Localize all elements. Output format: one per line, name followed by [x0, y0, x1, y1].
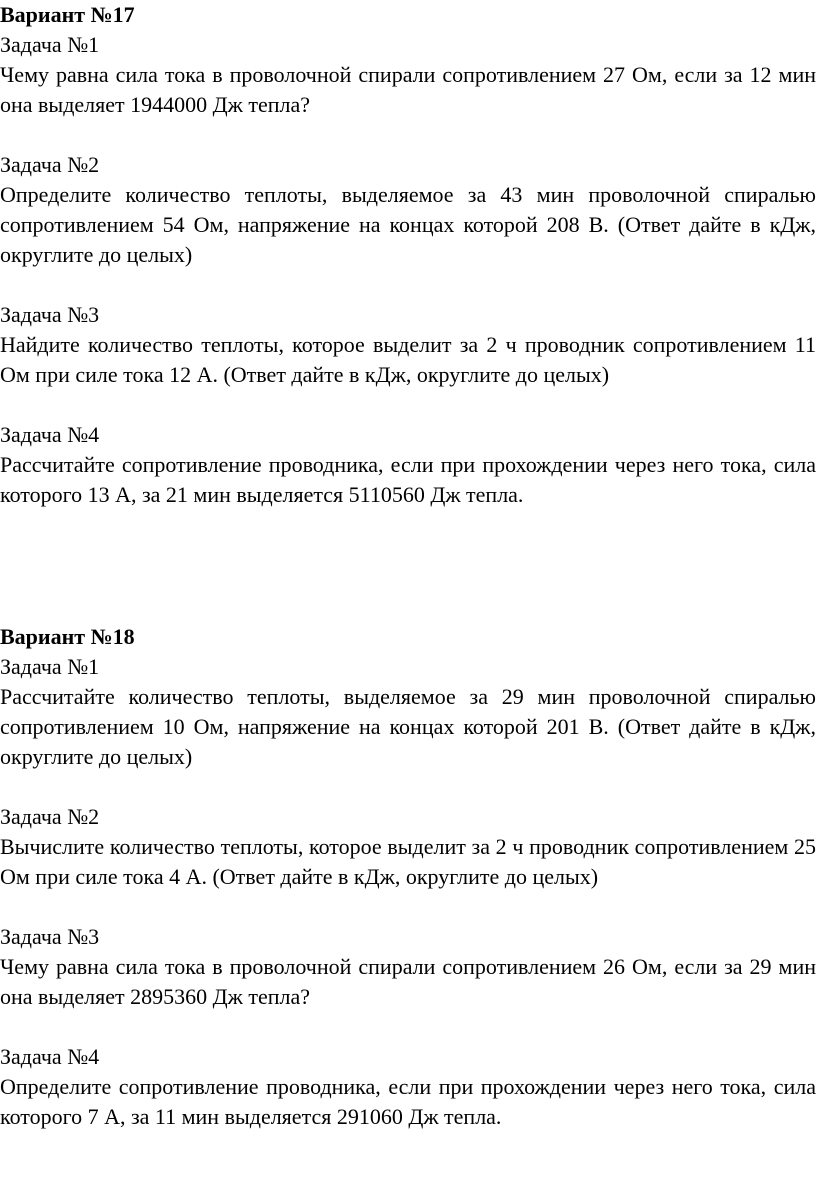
task-2 [0, 802, 816, 892]
task-label: Задача №3 [0, 302, 100, 327]
task-label: Задача №4 [0, 422, 100, 447]
task-text: Определите сопротивление проводника, если при прохождении через него тока, сила которого 7 А, за 11 мин выделяется 291060 Дж тепла. [0, 1074, 816, 1129]
task-1 [0, 30, 816, 120]
task-text: Чему равна сила тока в проволочной спирали сопротивлением 26 Ом, если за 29 мин она выделяет 2895360 Дж тепла? [0, 954, 816, 1009]
variant-title: Вариант №17 [0, 2, 135, 27]
task-label: Задача №2 [0, 804, 100, 829]
task-label: Задача №1 [0, 32, 100, 57]
task-3 [0, 300, 816, 390]
task-label: Задача №1 [0, 654, 100, 679]
task-text: Чему равна сила тока в проволочной спирали сопротивлением 27 Ом, если за 12 мин она выделяет 1944000 Дж тепла? [0, 62, 816, 117]
task-label: Задача №3 [0, 924, 100, 949]
variant-title: Вариант №18 [0, 624, 135, 649]
task-text: Найдите количество теплоты, которое выделит за 2 ч проводник сопротивлением 11 Ом при силе тока 12 А. (Ответ дайте в кДж, округлите до целых) [0, 332, 816, 387]
task-label: Задача №4 [0, 1044, 100, 1069]
task-label: Задача №2 [0, 152, 100, 177]
task-text: Определите количество теплоты, выделяемое за 43 мин проволочной спиралью сопротивлением 54 Ом, напряжение на концах которой 208 В. (Ответ дайте в кДж, округлите до целых) [0, 182, 816, 267]
task-4 [0, 1042, 816, 1132]
task-text: Рассчитайте количество теплоты, выделяемое за 29 мин проволочной спиралью сопротивлением 10 Ом, напряжение на концах которой 201 В. (Ответ дайте в кДж, округлите до целых) [0, 684, 816, 769]
task-3 [0, 922, 816, 1012]
task-text: Вычислите количество теплоты, которое выделит за 2 ч проводник сопротивлением 25 Ом при силе тока 4 А. (Ответ дайте в кДж, округлите до целых) [0, 834, 816, 889]
task-1 [0, 652, 816, 772]
task-2 [0, 150, 816, 270]
task-4 [0, 420, 816, 510]
variant-17 [0, 0, 816, 510]
variant-18 [0, 622, 816, 1132]
task-text: Рассчитайте сопротивление проводника, если при прохождении через него тока, сила которого 13 А, за 21 мин выделяется 5110560 Дж тепла. [0, 452, 816, 507]
